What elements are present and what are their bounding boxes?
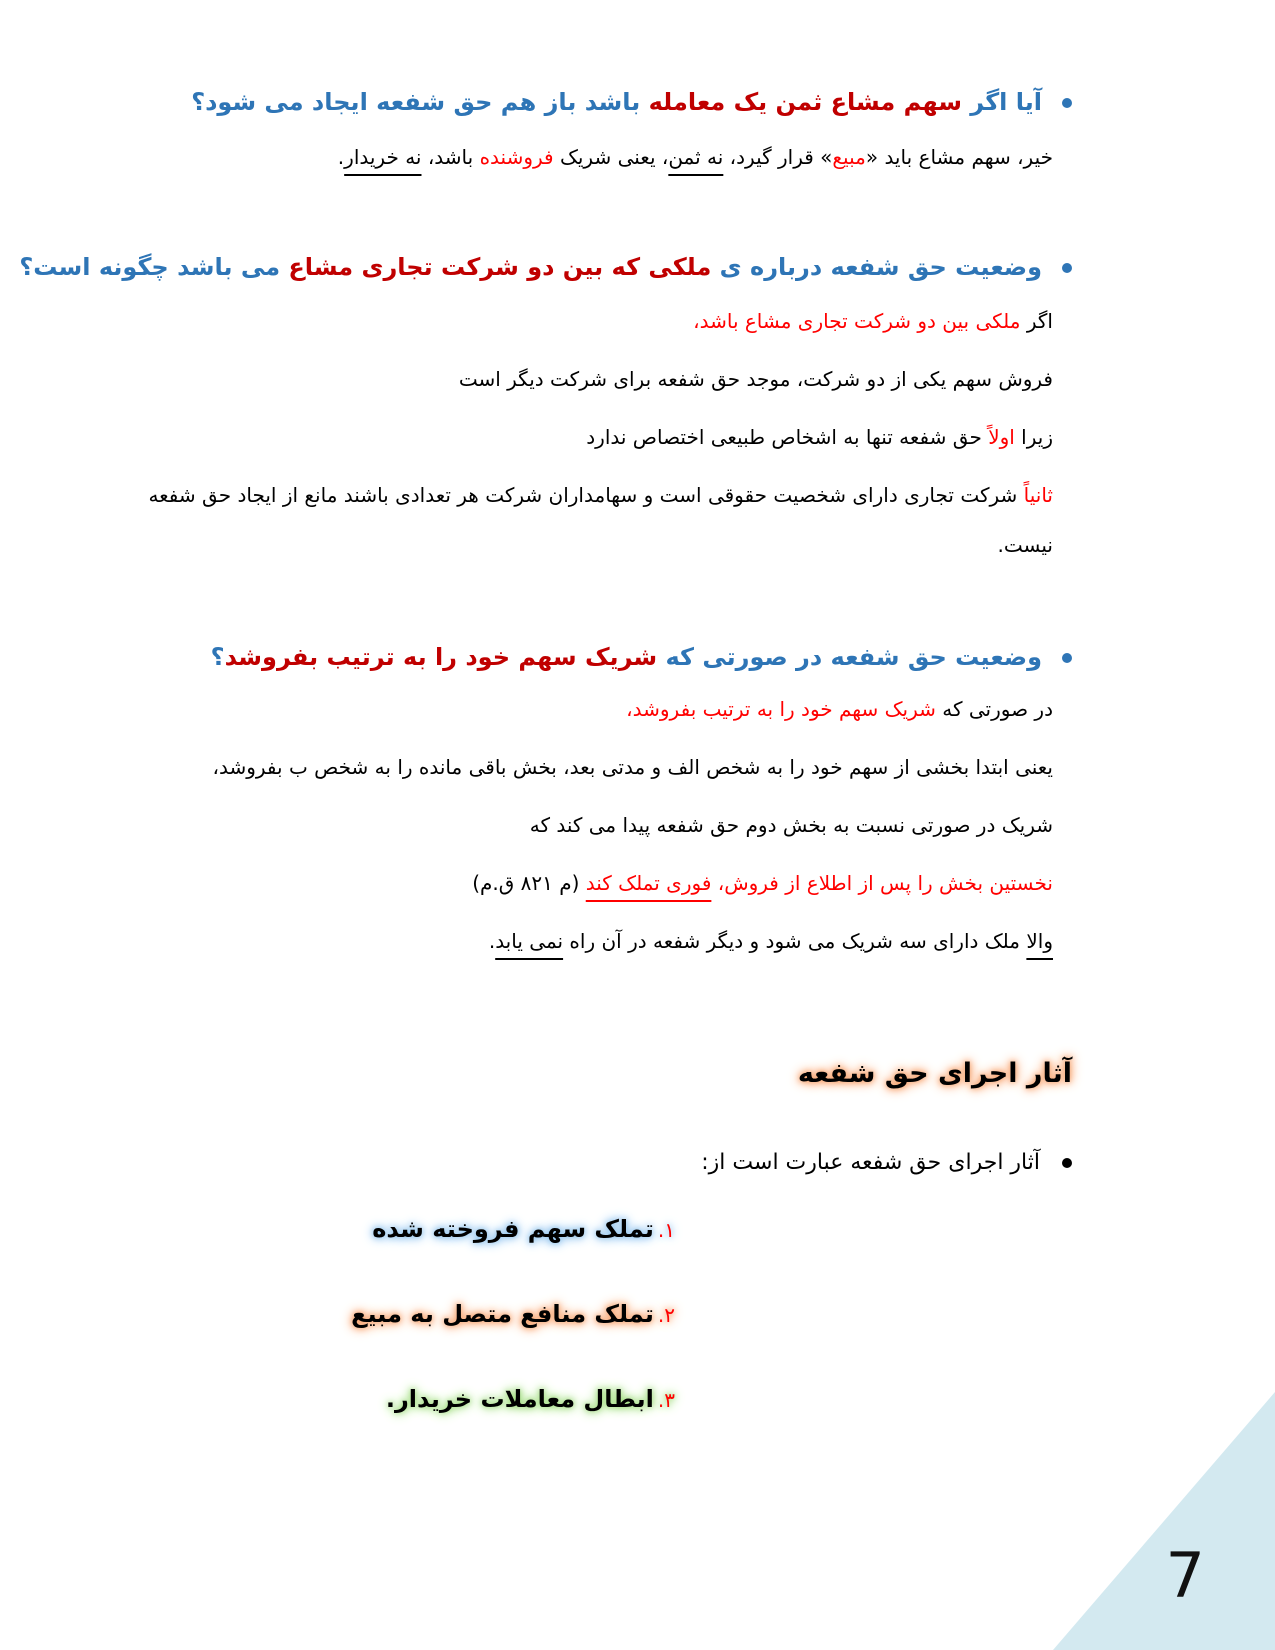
answer-2-line-3: زیرا اولاً حق شفعه تنها به اشخاص طبیعی اختصاص ندارد [586, 425, 1053, 449]
bullet-icon [1062, 98, 1072, 108]
section-title: آثار اجرای حق شفعه [797, 1058, 1072, 1089]
answer-1: خیر، سهم مشاع باید «مبیع» قرار گیرد، نه ثمن، یعنی شریک فروشنده باشد، نه خریدار. [337, 145, 1053, 169]
bullet-icon [1062, 653, 1072, 663]
question-heading-1: آیا اگر سهم مشاع ثمن یک معامله باشد باز هم حق شفعه ایجاد می شود؟ [191, 85, 1072, 119]
question-heading-3: وضعیت حق شفعه در صورتی که شریک سهم خود را به ترتیب بفروشد؟ [211, 640, 1072, 674]
answer-3-line-2: یعنی ابتدا بخشی از سهم خود را به شخص الف و مدتی بعد، بخش باقی مانده را به شخص ب بفروشد، [212, 755, 1053, 779]
numbered-item-2: ۲.تملک منافع متصل به مبیع [351, 1300, 675, 1328]
page-number: 7 [1165, 1539, 1205, 1612]
numbered-item-1: ۱.تملک سهم فروخته شده [372, 1215, 675, 1243]
bullet-icon [1062, 1158, 1072, 1168]
answer-2-line-1: اگر ملکی بین دو شرکت تجاری مشاع باشد، [693, 309, 1053, 333]
answer-2-line-4: ثانیاً شرکت تجاری دارای شخصیت حقوقی است و سهامداران شرکت هر تعدادی باشند مانع از ایجاد حق شفعه نیست. [148, 483, 1053, 557]
answer-3-line-3: شریک در صورتی نسبت به بخش دوم حق شفعه پیدا می کند که [529, 813, 1053, 837]
corner-decoration [1053, 1392, 1275, 1650]
answer-2-line-2: فروش سهم یکی از دو شرکت، موجد حق شفعه برای شرکت دیگر است [458, 367, 1053, 391]
numbered-item-3: ۳.ابطال معاملات خریدار. [385, 1385, 675, 1413]
answer-3-line-4: نخستین بخش را پس از اطلاع از فروش، فوری تملک کند (م ۸۲۱ ق.م) [472, 871, 1053, 895]
answer-3-line-5: والا ملک دارای سه شریک می شود و دیگر شفعه در آن راه نمی یابد. [488, 929, 1053, 953]
question-heading-2: وضعیت حق شفعه درباره ی ملکی که بین دو شرکت تجاری مشاع می باشد چگونه است؟ [19, 250, 1072, 284]
answer-3-line-1: در صورتی که شریک سهم خود را به ترتیب بفروشد، [626, 697, 1053, 721]
section-intro: آثار اجرای حق شفعه عبارت است از: [701, 1150, 1072, 1175]
bullet-icon [1062, 263, 1072, 273]
